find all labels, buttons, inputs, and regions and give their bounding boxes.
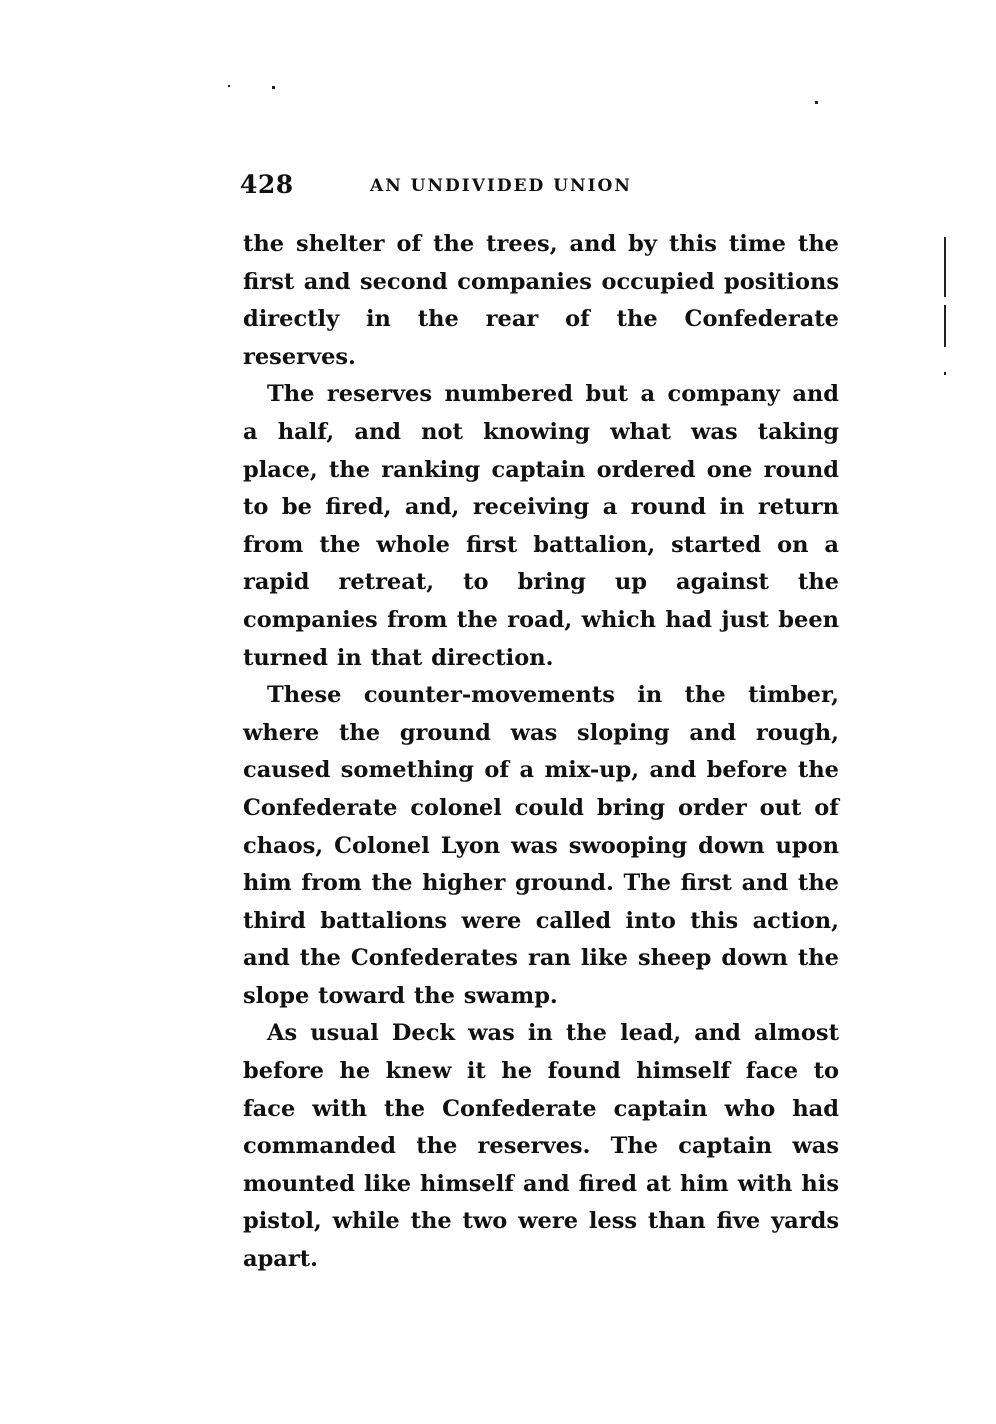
body-text [243,226,839,1279]
paragraph: These counter-movements in the timber, where the ground was sloping and rough, caused something of a mix-up, and before the Confederate colonel could bring order out of chaos, Colonel Lyon was swooping down upon him from the higher ground. The first and the third battalions were called into this action, and the Confederates ran like sheep down the slope toward the swamp. [243,682,839,1009]
scan-speck [272,86,275,89]
running-head [240,170,840,206]
margin-scan-line [944,305,946,347]
paragraph: As usual Deck was in the lead, and almost before he knew it he found himself face to face with the Confederate captain who had commanded the reserves. The captain was mounted like himself and fired at him with his pistol, while the two were less than five yards apart. [243,1020,839,1273]
scan-speck [228,85,230,87]
scan-speck [815,101,818,104]
scan-speck [944,372,946,375]
running-title: AN UNDIVIDED UNION [370,176,632,196]
paragraph: the shelter of the trees, and by this time the first and second companies occupied positions directly in the rear of the Confederate reserves. [243,231,839,370]
paragraph: The reserves numbered but a company and a half, and not knowing what was taking place, the ranking captain ordered one round to be fired, and, receiving a round in return from the whole first battalion, started on a rapid retreat, to bring up against the companies from the road, which had just been turned in that direction. [243,381,839,671]
margin-scan-line [944,237,946,297]
page-number: 428 [240,170,294,199]
